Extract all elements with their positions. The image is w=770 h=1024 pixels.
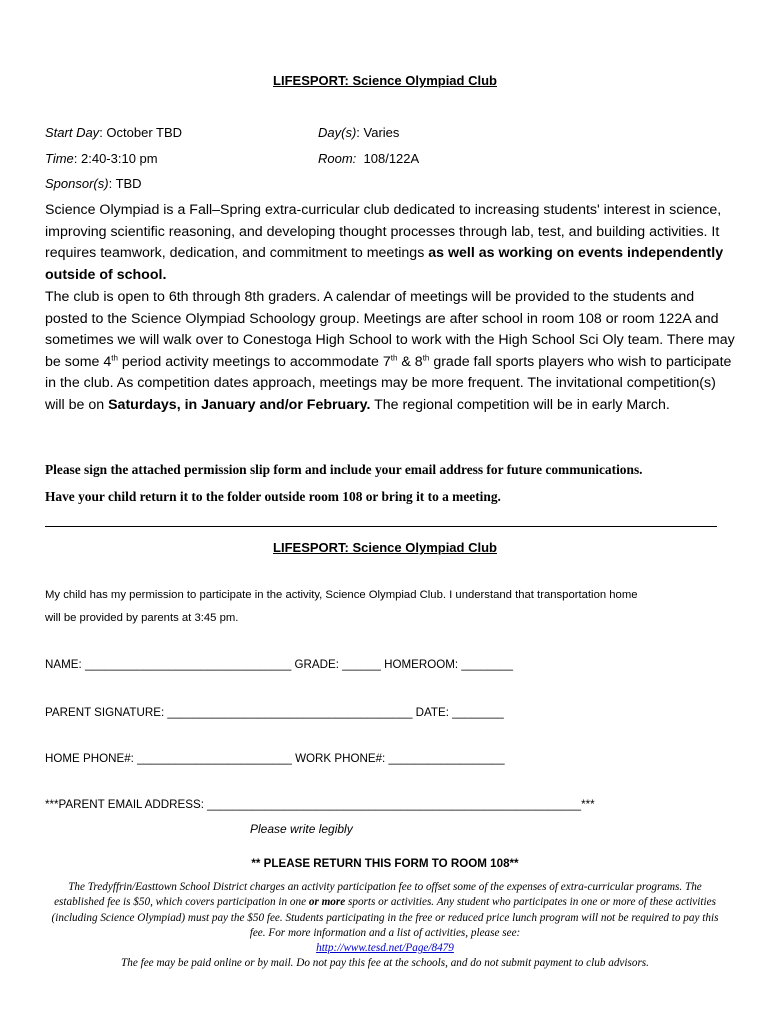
page-title: LIFESPORT: Science Olympiad Club <box>273 73 497 88</box>
start-day-value: : October TBD <box>99 125 183 140</box>
intro-p2-bold: Saturdays, in January and/or February. <box>108 396 371 413</box>
fee-text-b: sports or activities. Any student who participates in one or more of these activities (including Science Olympiad) must pay the $50 fee. Students participating in the free or reduced price lunch program will not be required to pay this fee. For more information and a list of activities, please see: <box>51 896 719 939</box>
intro-p2-text-d: grade fall sports players who wish to participate in the club. As competition dates approach, meetings may be more frequent. The invitational competition(s) will be on <box>45 353 732 413</box>
room-label: Room: <box>318 151 357 166</box>
fee-closing: The fee may be paid online or by mail. Do not pay this fee at the schools, and do not submit payment to club advisors. <box>121 957 649 970</box>
days <box>318 125 399 140</box>
intro-p2-text-b: period activity meetings to accommodate 7 <box>117 353 391 370</box>
room-value: 108/122A <box>356 151 420 166</box>
email-field[interactable]: ***PARENT EMAIL ADDRESS: __________________________________________________________*** <box>45 798 595 811</box>
intro-p2-text-e: The regional competition will be in early March. <box>370 396 670 413</box>
fee-link[interactable]: http://www.tesd.net/Page/8479 <box>316 942 454 955</box>
notice-line-2: Have your child return it to the folder outside room 108 or bring it to a meeting. <box>45 489 501 504</box>
intro-paragraph-1 <box>45 200 735 286</box>
time <box>45 151 158 166</box>
time-label: Time <box>45 151 74 166</box>
intro-p1-bold: as well as working on events independently outside of school. <box>45 245 724 283</box>
days-value: : Varies <box>356 125 400 140</box>
intro-paragraph-2 <box>45 287 735 417</box>
permission-text-1: My child has my permission to participate in the activity, Science Olympiad Club. I understand that transportation home <box>45 589 638 601</box>
name-grade-homeroom-field[interactable]: NAME: ________________________________ GRADE: ______ HOMEROOM: ________ <box>45 658 513 671</box>
fee-text-bold: or more <box>308 896 346 909</box>
start-day-label: Start Day <box>45 125 100 140</box>
divider <box>45 526 717 527</box>
intro-p2-sup-3: th <box>422 353 430 363</box>
start-day <box>45 125 182 140</box>
time-value: : 2:40-3:10 pm <box>73 151 158 166</box>
signature-date-field[interactable]: PARENT SIGNATURE: ______________________________________ DATE: ________ <box>45 706 504 719</box>
days-label: Day(s) <box>318 125 357 140</box>
intro-p2-text-c: & 8 <box>397 353 423 370</box>
intro-p2-sup-1: th <box>111 353 118 363</box>
permission-text-2: will be provided by parents at 3:45 pm. <box>45 612 239 624</box>
sponsor <box>45 176 142 191</box>
write-legibly-note: Please write legibly <box>250 822 353 836</box>
fee-info <box>45 880 725 972</box>
intro-p1-text: Science Olympiad is a Fall–Spring extra-curricular club dedicated to increasing students' interest in science, improving scientific reasoning, and developing thought processes through lab, test, and building activities. It requires teamwork, dedication, and commitment to meetings <box>45 202 722 262</box>
sponsor-label: Sponsor(s) <box>45 176 109 191</box>
room <box>318 151 419 166</box>
notice-line-1: Please sign the attached permission slip form and include your email address for future communications. <box>45 462 643 477</box>
phone-field[interactable]: HOME PHONE#: ________________________ WORK PHONE#: __________________ <box>45 752 505 765</box>
intro-p2-sup-2: th <box>390 353 398 363</box>
sponsor-value: : TBD <box>108 176 142 191</box>
fee-text-a: The Tredyffrin/Easttown School District charges an activity participation fee to offset some of the expenses of extra-curricular programs. The established fee is $50, which covers participation in one <box>54 881 702 909</box>
form-title: LIFESPORT: Science Olympiad Club <box>273 540 497 555</box>
return-notice: ** PLEASE RETURN THIS FORM TO ROOM 108** <box>251 857 519 870</box>
intro-p2-text-a: The club is open to 6th through 8th graders. A calendar of meetings will be provided to the students and posted to the Science Olympiad Schoology group. Meetings are after school in room 108 or room 122A and sometimes we will walk over to Conestoga High School to work with the High School Sci Oly team. There may be some 4 <box>45 289 735 370</box>
